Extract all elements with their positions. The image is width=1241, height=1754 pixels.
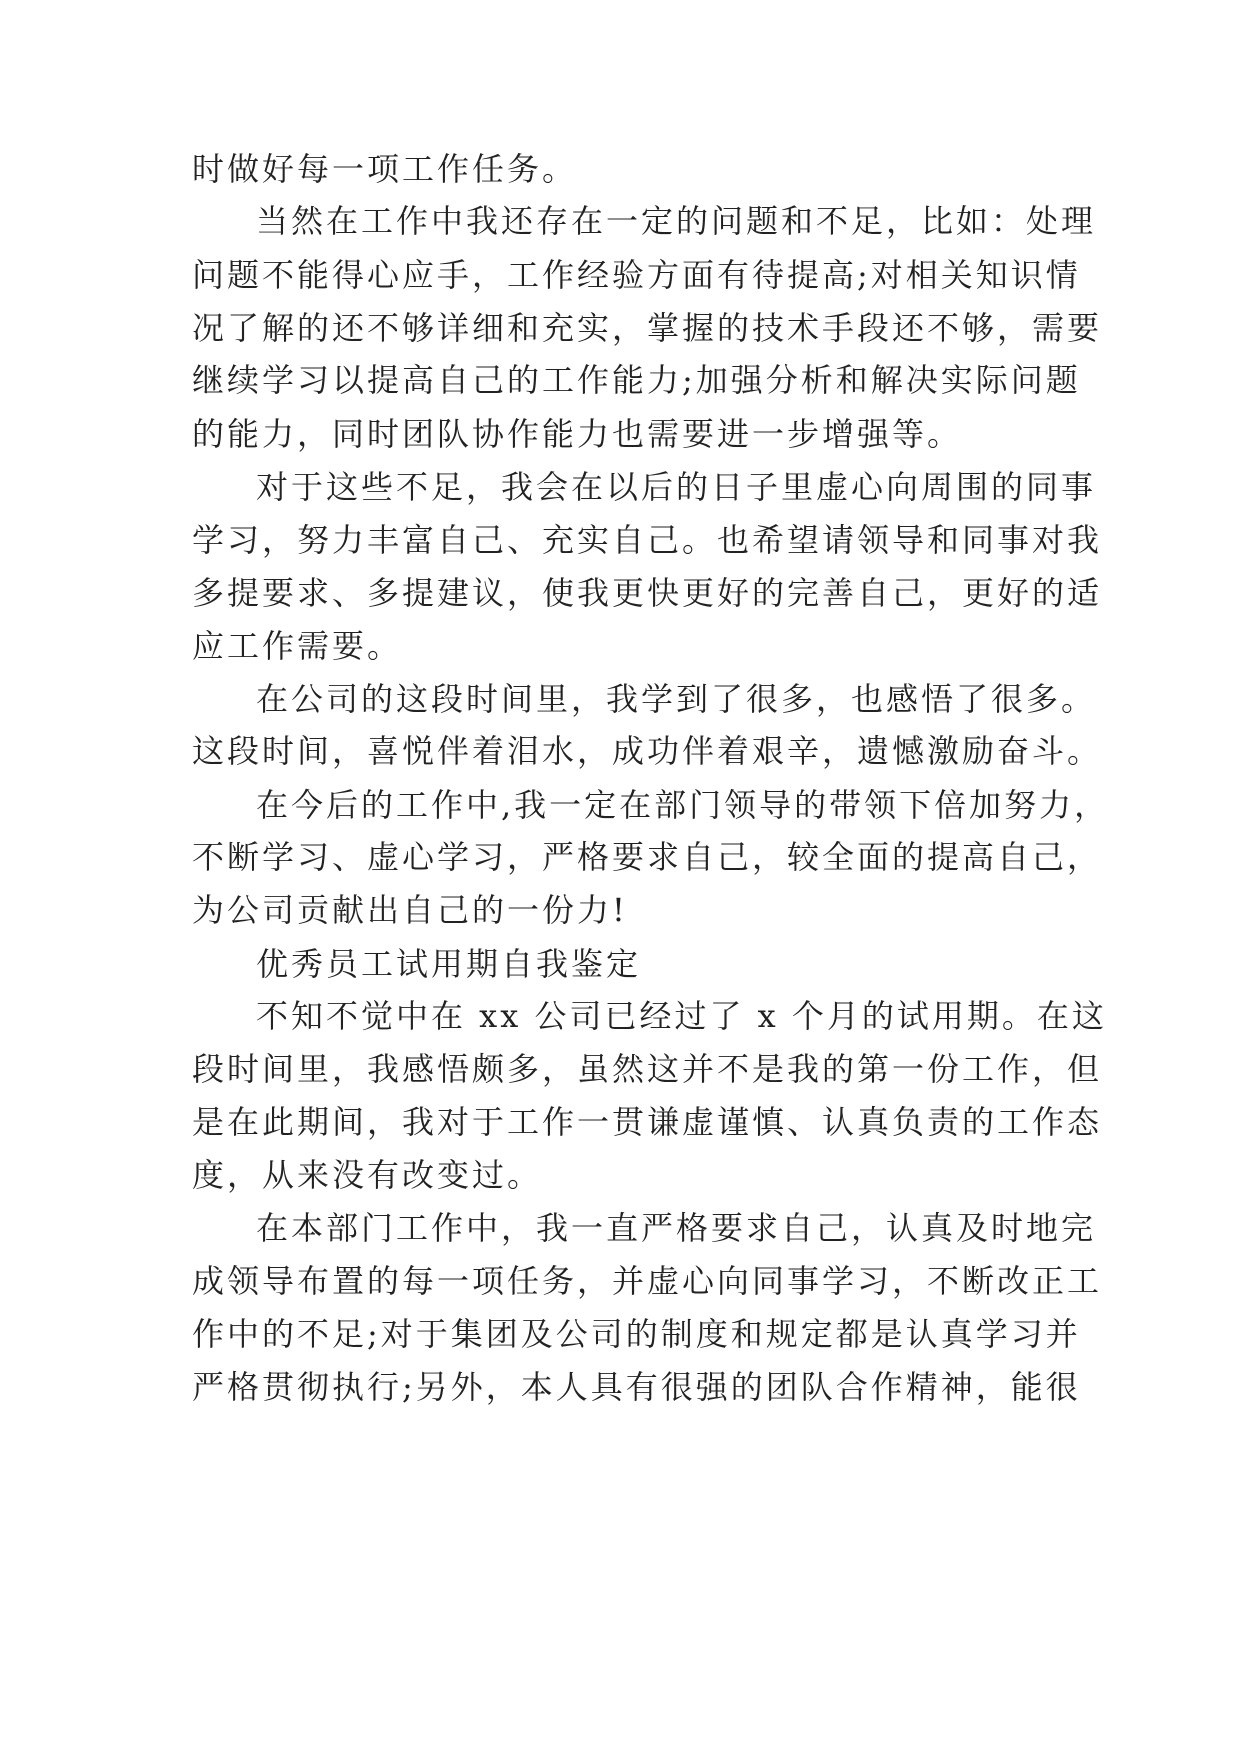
text-line: 多提要求、多提建议，使我更快更好的完善自己，更好的适 [192,574,1103,612]
text-line: 问题不能得心应手，工作经验方面有待提高;对相关知识情 [192,256,1081,294]
text-line: 不断学习、虚心学习，严格要求自己，较全面的提高自己， [192,838,1103,876]
text-line: 不知不觉中在 xx 公司已经过了 x 个月的试用期。在这 [256,997,1107,1035]
text-line: 时做好每一项工作任务。 [192,150,578,188]
text-line: 在公司的这段时间里，我学到了很多，也感悟了很多。 [256,680,1097,718]
text-line: 学习，努力丰富自己、充实自己。也希望请领导和同事对我 [192,521,1103,559]
text-line: 在本部门工作中，我一直严格要求自己，认真及时地完 [256,1209,1097,1247]
text-line: 是在此期间，我对于工作一贯谦虚谨慎、认真负责的工作态 [192,1103,1103,1141]
text-line: 段时间里，我感悟颇多，虽然这并不是我的第一份工作，但 [192,1050,1103,1088]
text-line: 在今后的工作中,我一定在部门领导的带领下倍加努力， [256,786,1110,824]
text-line: 的能力，同时团队协作能力也需要进一步增强等。 [192,415,963,453]
text-line: 对于这些不足，我会在以后的日子里虚心向周围的同事 [256,468,1097,506]
text-line: 继续学习以提高自己的工作能力;加强分析和解决实际问题 [192,361,1081,399]
text-line: 这段时间，喜悦伴着泪水，成功伴着艰辛，遗憾激励奋斗。 [192,732,1103,770]
text-line: 应工作需要。 [192,627,403,665]
text-line: 为公司贡献出自己的一份力! [192,891,628,929]
text-line: 况了解的还不够详细和充实，掌握的技术手段还不够，需要 [192,309,1103,347]
text-line: 作中的不足;对于集团及公司的制度和规定都是认真学习并 [192,1315,1081,1353]
section-heading: 优秀员工试用期自我鉴定 [256,945,642,983]
text-line: 当然在工作中我还存在一定的问题和不足，比如：处理 [256,202,1097,240]
text-line: 成领导布置的每一项任务，并虚心向同事学习，不断改正工 [192,1262,1103,1300]
text-line: 严格贯彻执行;另外，本人具有很强的团队合作精神，能很 [192,1368,1081,1406]
text-line: 度，从来没有改变过。 [192,1156,543,1194]
